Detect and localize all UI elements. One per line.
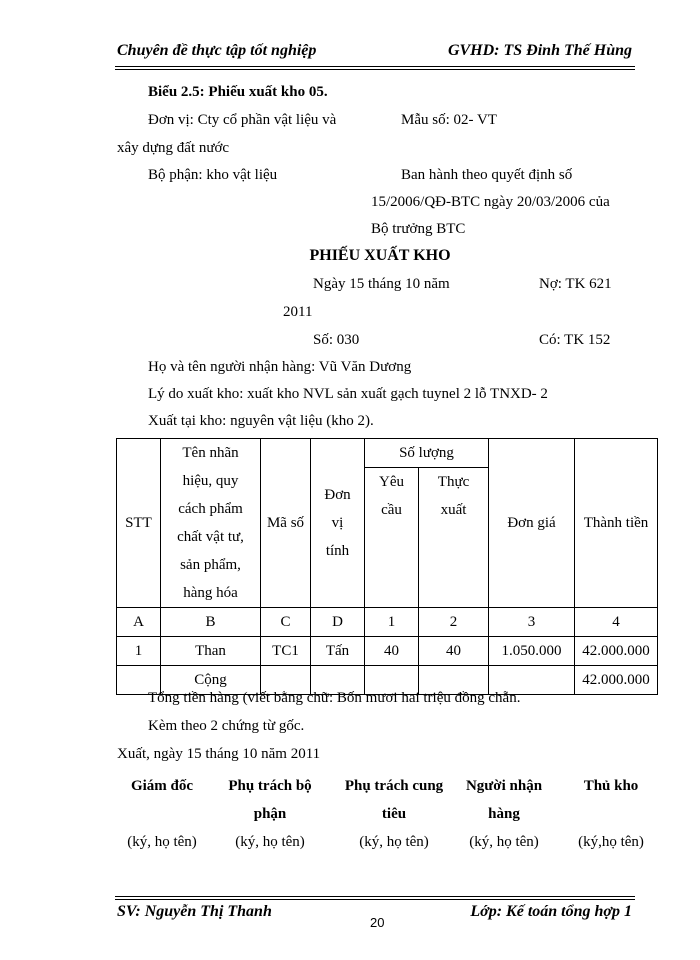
export-reason: Lý do xuất kho: xuất kho NVL sản xuất gạch tuynel 2 lỗ TNXD- 2 bbox=[148, 386, 548, 402]
form-caption: Biểu 2.5: Phiếu xuất kho 05. bbox=[148, 84, 328, 100]
receiver-name: Họ và tên người nhận hàng: Vũ Văn Dương bbox=[148, 359, 412, 375]
template-number: Mẫu số: 02- VT bbox=[401, 112, 497, 128]
footer-class: Lớp: Kế toán tổng hợp 1 bbox=[470, 903, 632, 920]
page-number: 20 bbox=[370, 915, 385, 930]
header-rule bbox=[115, 66, 635, 70]
issued-line-2: 15/2006/QĐ-BTC ngày 20/03/2006 của bbox=[371, 194, 610, 210]
index-row: A B C D 1 2 3 4 bbox=[117, 608, 658, 637]
department: Bộ phận: kho vật liệu bbox=[148, 167, 278, 183]
header-unit: Đơn vị tính bbox=[311, 439, 365, 608]
signature-storekeeper: Thủ kho (ký,họ tên) bbox=[578, 778, 644, 850]
goods-table bbox=[116, 438, 658, 695]
issued-line-1: Ban hành theo quyết định số bbox=[401, 167, 573, 183]
footer-rule bbox=[115, 896, 635, 900]
unit-line-2: xây dựng đất nước bbox=[117, 140, 230, 156]
date-year: 2011 bbox=[283, 304, 313, 320]
issued-line-3: Bộ trưởng BTC bbox=[371, 221, 466, 237]
date-line: Ngày 15 tháng 10 năm bbox=[313, 276, 450, 292]
signature-supply-head: Phụ trách cung tiêu (ký, họ tên) bbox=[344, 778, 444, 850]
total-in-words: Tổng tiền hàng (viết bằng chữ: Bốn mươi hai triệu đồng chẵn. bbox=[148, 690, 521, 706]
form-title: PHIẾU XUẤT KHO bbox=[309, 247, 451, 264]
table-row: 1 Than TC1 Tấn 40 40 1.050.000 42.000.000 bbox=[117, 637, 658, 666]
header-actual: Thực xuất bbox=[419, 468, 489, 608]
total-amount: 42.000.000 bbox=[575, 666, 658, 695]
header-amount: Thành tiền bbox=[575, 439, 658, 608]
total-label: Cộng bbox=[161, 666, 261, 695]
signature-director: Giám đốc (ký, họ tên) bbox=[127, 778, 197, 850]
credit-account: Có: TK 152 bbox=[539, 332, 611, 348]
header-code: Mã số bbox=[261, 439, 311, 608]
header-left: Chuyên đề thực tập tốt nghiệp bbox=[117, 42, 317, 59]
attached-documents: Kèm theo 2 chứng từ gốc. bbox=[148, 718, 305, 734]
footer-student: SV: Nguyễn Thị Thanh bbox=[117, 903, 272, 920]
header-requested: Yêu cầu bbox=[365, 468, 419, 608]
unit-line-1: Đơn vị: Cty cổ phần vật liệu và bbox=[148, 112, 337, 128]
header-right: GVHD: TS Đinh Thế Hùng bbox=[447, 42, 632, 59]
signature-receiver: Người nhận hàng (ký, họ tên) bbox=[465, 778, 543, 850]
debit-account: Nợ: TK 621 bbox=[539, 276, 612, 292]
slip-number: Số: 030 bbox=[313, 332, 360, 348]
export-date: Xuất, ngày 15 tháng 10 năm 2011 bbox=[117, 746, 321, 762]
export-location: Xuất tại kho: nguyên vật liệu (kho 2). bbox=[148, 413, 374, 429]
header-price: Đơn giá bbox=[489, 439, 575, 608]
signature-department-head: Phụ trách bộ phận (ký, họ tên) bbox=[228, 778, 312, 850]
header-quantity: Số lượng bbox=[365, 439, 489, 468]
header-stt: STT bbox=[117, 439, 161, 608]
header-name: Tên nhãn hiệu, quy cách phẩm chất vật tư, sản phẩm, hàng hóa bbox=[161, 439, 261, 608]
